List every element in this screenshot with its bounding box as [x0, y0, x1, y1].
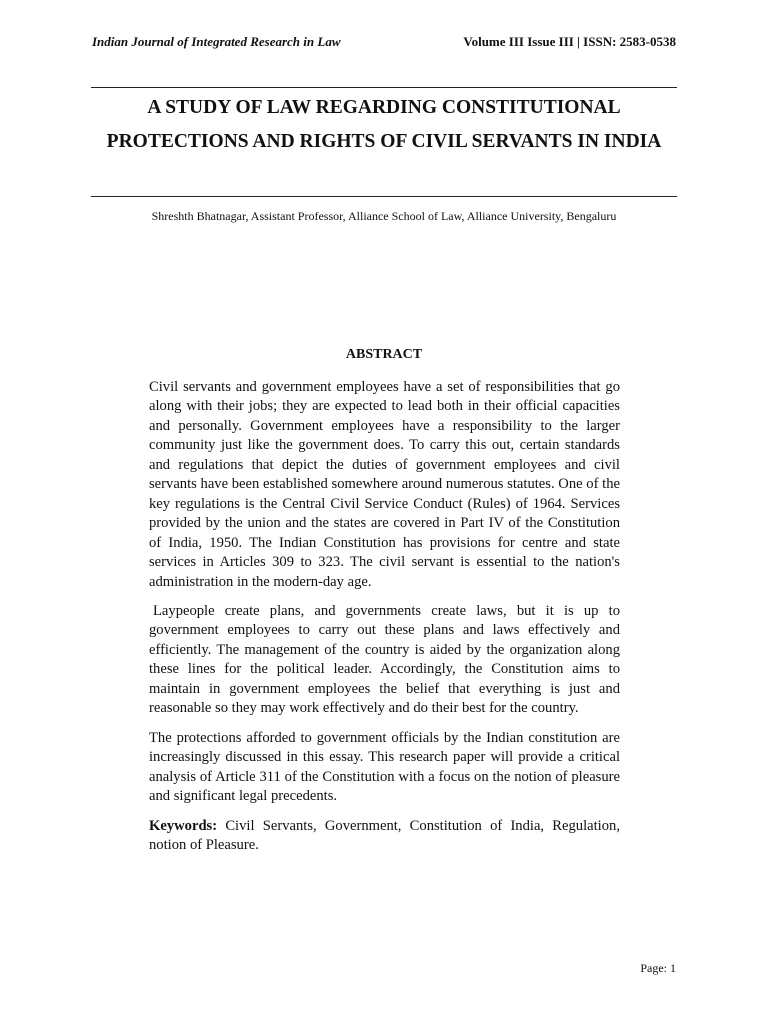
page-number: Page: 1: [640, 961, 676, 975]
keywords: [149, 817, 620, 856]
abstract-paragraph-2: Laypeople create plans, and governments create laws, but it is up to government employees to carry out these plans and laws effectively and efficiently. The management of the country is aided by the organization along these lines for the political leader. Accordingly, the Constitution aims to maintain in government employees the belief that everything is just and reasonable so they may work effectively and do their best for the country.: [149, 602, 620, 717]
abstract-paragraph-3: The protections afforded to government officials by the Indian constitution are increasingly discussed in this essay. This research paper will provide a critical analysis of Article 311 of the Constitution with a focus on the notion of pleasure and significant legal precedents.: [149, 729, 620, 805]
title-rule-top: [91, 87, 677, 88]
keywords-label: Keywords:: [149, 817, 218, 834]
author-affiliation: Shreshth Bhatnagar, Assistant Professor, Alliance School of Law, Alliance University, Bengaluru: [151, 209, 617, 223]
abstract-paragraph-1: Civil servants and government employees have a set of responsibilities that go along with their jobs; they are expected to lead both in their official capacities and personally. Government employees have a responsibility to the larger community just like the government does. To carry this out, certain standards and regulations that depict the duties of government employees and civil servants have been established somewhere around numerous statutes. One of the key regulations is the Central Civil Service Conduct (Rules) of 1964. Services provided by the union and the states are covered in Part IV of the Constitution of India, 1950. The Indian Constitution has provisions for centre and state services in Articles 309 to 323. The civil servant is essential to the nation's administration in the modern-day age.: [149, 379, 620, 590]
volume-issn-info: Volume III Issue III | ISSN: 2583-0538: [463, 34, 676, 49]
journal-name: Indian Journal of Integrated Research in Law: [92, 34, 341, 49]
paper-title: A STUDY OF LAW REGARDING CONSTITUTIONAL PROTECTIONS AND RIGHTS OF CIVIL SERVANTS IN INDIA: [106, 97, 662, 152]
abstract-heading: ABSTRACT: [345, 347, 423, 362]
keywords-text: Civil Servants, Government, Constitution of India, Regulation, notion of Pleasure.: [149, 817, 620, 853]
title-rule-bottom: [91, 196, 677, 197]
abstract-body: [149, 378, 620, 865]
